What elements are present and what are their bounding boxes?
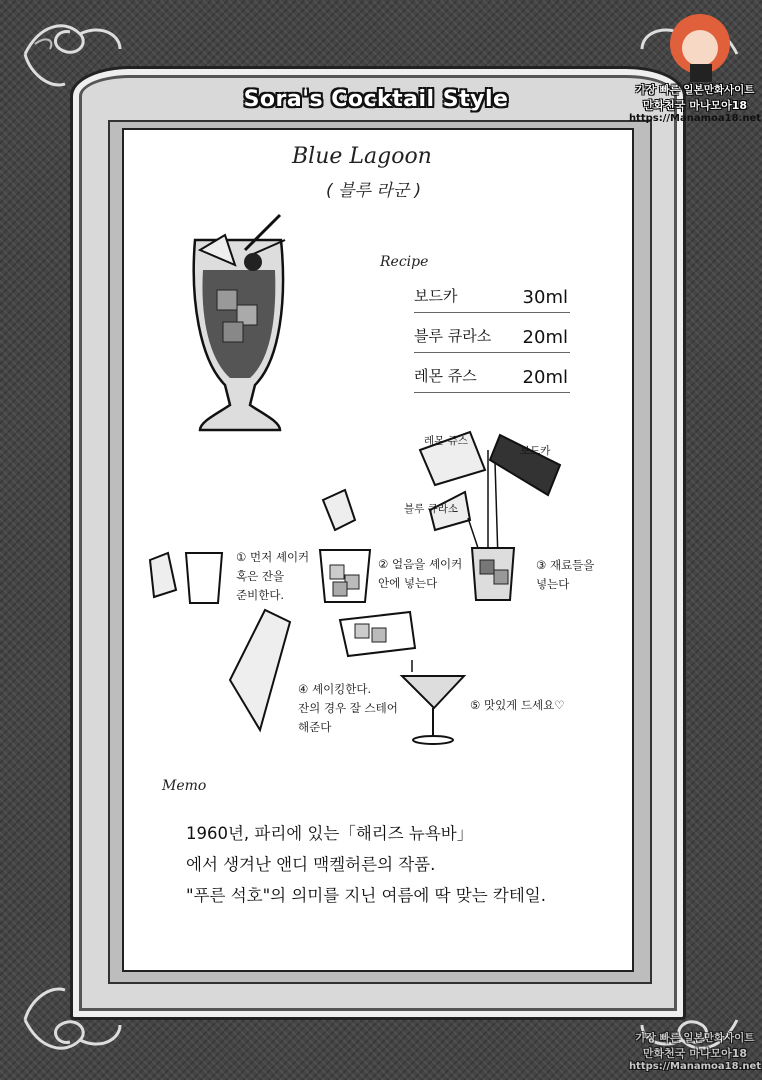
- drink-name-korean: ( 블루 라군 ): [326, 181, 422, 201]
- hurricane-glass-illustration: [185, 210, 295, 440]
- recipe-row: [414, 322, 570, 353]
- ingredient-amount: 20ml: [522, 367, 568, 388]
- ingredient-amount: 30ml: [522, 287, 568, 308]
- memo-line: 에서 생겨난 앤디 맥켈허른의 작품.: [186, 855, 436, 874]
- drink-name: Blue Lagoon: [292, 144, 432, 169]
- step-4-text: ④ 셰이킹한다. 잔의 경우 잘 스테어 해준다: [298, 682, 398, 734]
- step-1-text: ① 먼저 셰이커 혹은 잔을 준비한다.: [236, 550, 310, 602]
- recipe-heading: Recipe: [380, 254, 429, 270]
- ingredient-name: 블루 큐라소: [414, 327, 492, 345]
- watermark-line: https://Manamoa18.net: [628, 1061, 762, 1072]
- watermark-line: https://Manamoa18.net: [628, 113, 762, 124]
- step-2-text: ② 얼음을 셰이커 안에 넣는다: [378, 557, 463, 590]
- martini-glass-illustration: [400, 660, 466, 745]
- step-3-text: ③ 재료들을 넣는다: [536, 558, 595, 591]
- watermark-line: 만화천국 마나모아18: [642, 99, 748, 112]
- memo-line: 1960년, 파리에 있는「해리즈 뉴욕바」: [186, 824, 474, 843]
- ingredient-amount: 20ml: [522, 327, 568, 348]
- watermark-line: 가장 빠른 일본만화사이트: [635, 84, 755, 96]
- ingredient-name: 레몬 쥬스: [414, 367, 477, 385]
- recipe-row: [414, 282, 570, 313]
- step-5-text: ⑤ 맛있게 드세요♡: [470, 698, 565, 712]
- memo-line: "푸른 석호"의 의미를 지닌 여름에 딱 맞는 칵테일.: [186, 886, 546, 905]
- label-vodka: 보드카: [520, 445, 551, 457]
- ice-in-glass-illustration: [315, 490, 375, 605]
- recipe-row: [414, 362, 570, 393]
- label-lemon-juice: 레몬 쥬스: [424, 435, 468, 447]
- mascot-avatar: [660, 4, 740, 84]
- watermark-top: [628, 82, 762, 124]
- page-title: Sora's Cocktail Style: [243, 86, 509, 112]
- watermark-line: 만화천국 마나모아18: [642, 1047, 748, 1060]
- ingredient-name: 보드카: [414, 287, 458, 305]
- shaker-and-glass-illustration: [140, 545, 230, 610]
- watermark-bottom: [628, 1030, 762, 1072]
- watermark-line: 가장 빠른 일본만화사이트: [635, 1032, 755, 1044]
- memo-heading: Memo: [162, 778, 207, 794]
- label-blue-curacao: 블루 큐라소: [404, 503, 459, 515]
